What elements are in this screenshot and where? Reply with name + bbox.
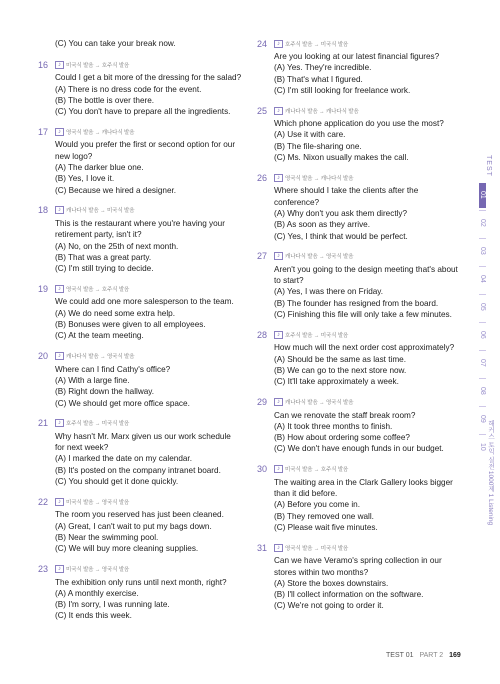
answer-option: (B) Bonuses were given to all employees. bbox=[55, 320, 206, 330]
test-tab-list bbox=[479, 183, 500, 460]
question-number: 22 bbox=[38, 496, 49, 507]
question-number: 23 bbox=[38, 564, 49, 574]
answer-option: (C) We should get more office space. bbox=[55, 398, 190, 408]
question-text: Can we renovate the staff break room? bbox=[274, 410, 416, 420]
audio-track-icon: ♪ bbox=[55, 61, 64, 69]
answer-option: (B) The file-sharing one. bbox=[274, 141, 362, 151]
question-text: We could add one more salesperson to the team. bbox=[55, 297, 234, 307]
question-header bbox=[38, 283, 243, 294]
question-header bbox=[38, 496, 243, 507]
answer-option: (A) It took three months to finish. bbox=[274, 421, 393, 431]
question-header bbox=[257, 172, 462, 183]
answer-option: (A) We do need some extra help. bbox=[55, 308, 175, 318]
question-number: 21 bbox=[38, 418, 49, 429]
answer-option: (C) I'm still looking for freelance work. bbox=[274, 85, 411, 95]
question-text: Why hasn't Mr. Marx given us our work schedule bbox=[55, 431, 231, 441]
answer-option: (C) We will buy more cleaning supplies. bbox=[55, 544, 199, 554]
question-item bbox=[38, 283, 243, 341]
question-item bbox=[38, 418, 243, 487]
question-header bbox=[257, 105, 462, 116]
question-item bbox=[257, 542, 462, 611]
answer-option: (A) The darker blue one. bbox=[55, 163, 144, 173]
answer-option: (A) There is no dress code for the event. bbox=[55, 84, 202, 94]
question-header bbox=[38, 59, 243, 70]
answer-option: (A) Why don't you ask them directly? bbox=[274, 208, 408, 218]
accent-label: 호주식 발음 → 미국식 발음 bbox=[66, 421, 130, 428]
question-number: 19 bbox=[38, 283, 49, 294]
answer-option: (A) I marked the date on my calendar. bbox=[55, 454, 192, 464]
question-item bbox=[257, 38, 462, 96]
answer-option: (A) No, on the 25th of next month. bbox=[55, 241, 179, 251]
question-text: Are you looking at our latest financial figures? bbox=[274, 52, 440, 61]
answer-option: (C) You don't have to prepare all the ingredients. bbox=[55, 107, 231, 117]
question-text: The room you reserved has just been cleaned. bbox=[55, 510, 224, 520]
answer-option: (B) We can go to the next store now. bbox=[274, 365, 407, 375]
question-header bbox=[38, 351, 243, 362]
question-header bbox=[38, 564, 243, 575]
accent-label: 호주식 발음 → 미국식 발음 bbox=[285, 41, 349, 48]
question-number: 16 bbox=[38, 59, 49, 70]
left-column bbox=[38, 38, 243, 631]
accent-label: 영국식 발음 → 캐나다식 발음 bbox=[285, 175, 354, 182]
audio-track-icon: ♪ bbox=[274, 252, 283, 260]
question-text: for next week? bbox=[55, 443, 109, 453]
question-text: How much will the next order cost approximately? bbox=[274, 343, 455, 353]
test-tab-rail bbox=[479, 155, 500, 462]
answer-option: (A) Store the boxes downstairs. bbox=[274, 578, 389, 588]
question-text: stores within two months? bbox=[274, 567, 369, 577]
question-number: 29 bbox=[257, 397, 268, 408]
answer-option: (C) It ends this week. bbox=[55, 611, 132, 621]
question-number: 31 bbox=[257, 542, 268, 553]
question-text: Where can I find Cathy's office? bbox=[55, 364, 171, 374]
question-number: 20 bbox=[38, 351, 49, 362]
audio-track-icon: ♪ bbox=[274, 465, 283, 473]
answer-option: (B) That was a great party. bbox=[55, 252, 152, 262]
audio-track-icon: ♪ bbox=[274, 398, 283, 406]
accent-label: 영국식 발음 → 호주식 발음 bbox=[66, 286, 130, 293]
question-item bbox=[257, 464, 462, 533]
accent-label: 영국식 발음 → 캐나다식 발음 bbox=[66, 129, 135, 136]
tab-test-06[interactable]: 06 bbox=[479, 322, 486, 348]
answer-option: (C) I'm still trying to decide. bbox=[55, 264, 154, 274]
question-header bbox=[257, 542, 462, 553]
question-header bbox=[257, 397, 462, 408]
question-item bbox=[38, 351, 243, 409]
answer-option: (C) Ms. Nixon usually makes the call. bbox=[274, 153, 409, 163]
question-number: 25 bbox=[257, 105, 268, 116]
question-text: retirement party, isn't it? bbox=[55, 230, 142, 240]
answer-option: (B) They removed one wall. bbox=[274, 511, 374, 521]
audio-track-icon: ♪ bbox=[55, 352, 64, 360]
answer-option: (B) Near the swimming pool. bbox=[55, 532, 159, 542]
audio-track-icon: ♪ bbox=[274, 107, 283, 115]
accent-label: 미국식 발음 → 호주식 발음 bbox=[66, 62, 130, 69]
question-text: than it did before. bbox=[274, 489, 338, 499]
accent-label: 캐나다식 발음 → 영국식 발음 bbox=[66, 354, 135, 361]
answer-option: (C) Because we hired a designer. bbox=[55, 185, 177, 195]
question-text: Would you prefer the first or second option for our bbox=[55, 140, 236, 150]
answer-option: (B) Right down the hallway. bbox=[55, 387, 155, 397]
audio-track-icon: ♪ bbox=[55, 206, 64, 214]
question-item bbox=[257, 397, 462, 455]
question-text: This is the restaurant where you're having your bbox=[55, 218, 225, 228]
question-text: Could I get a bit more of the dressing for the salad? bbox=[55, 73, 242, 83]
tab-test-10[interactable]: 10 bbox=[479, 434, 486, 460]
audio-track-icon: ♪ bbox=[274, 174, 283, 182]
question-header bbox=[38, 205, 243, 216]
answer-option: (A) With a large fine. bbox=[55, 375, 130, 385]
answer-option: (C) We're not going to order it. bbox=[274, 601, 384, 611]
tab-test-01[interactable]: 01 bbox=[479, 183, 486, 208]
question-text: Which phone application do you use the most? bbox=[274, 119, 444, 129]
tab-test-07[interactable]: 07 bbox=[479, 350, 486, 376]
question-item bbox=[257, 172, 462, 241]
audio-track-icon: ♪ bbox=[55, 498, 64, 506]
question-header bbox=[257, 251, 462, 262]
question-header bbox=[257, 464, 462, 475]
audio-track-icon: ♪ bbox=[274, 40, 283, 48]
question-number: 18 bbox=[38, 205, 49, 216]
footer-part: PART 2 bbox=[419, 652, 444, 659]
answer-option: (A) Yes, I was there on Friday. bbox=[274, 287, 384, 297]
answer-option: (C) Yes, I think that would be perfect. bbox=[274, 231, 408, 241]
answer-option: (A) Use it with care. bbox=[274, 130, 346, 140]
question-item bbox=[38, 496, 243, 554]
audio-track-icon: ♪ bbox=[55, 285, 64, 293]
tab-test-03[interactable]: 03 bbox=[479, 238, 486, 264]
question-number: 27 bbox=[257, 251, 268, 262]
tab-test-04[interactable]: 04 bbox=[479, 266, 486, 292]
tab-test-02[interactable]: 02 bbox=[479, 210, 486, 236]
question-header bbox=[257, 329, 462, 340]
accent-label: 미국식 발음 → 영국식 발음 bbox=[66, 567, 130, 573]
answer-option: (B) The founder has resigned from the board. bbox=[274, 298, 439, 308]
question-number: 26 bbox=[257, 172, 268, 183]
question-text: new logo? bbox=[55, 151, 93, 161]
question-item bbox=[38, 205, 243, 274]
question-text: to start? bbox=[274, 276, 304, 286]
question-text: Can we have Veramo's spring collection in our bbox=[274, 556, 442, 566]
question-list-left bbox=[38, 59, 243, 621]
accent-label: 미국식 발음 → 영국식 발음 bbox=[66, 499, 130, 506]
question-header bbox=[38, 126, 243, 137]
question-number: 17 bbox=[38, 126, 49, 137]
question-item bbox=[257, 329, 462, 387]
lead-line: (C) You can take your break now. bbox=[55, 39, 176, 48]
footer-test: TEST 01 bbox=[386, 652, 414, 659]
tab-test-08[interactable]: 08 bbox=[479, 378, 486, 404]
accent-label: 호주식 발음 → 미국식 발음 bbox=[285, 332, 349, 339]
answer-option: (B) As soon as they arrive. bbox=[274, 220, 371, 230]
answer-option: (B) I'll collect information on the software. bbox=[274, 590, 424, 600]
answer-option: (C) At the team meeting. bbox=[55, 331, 144, 341]
audio-track-icon: ♪ bbox=[274, 544, 283, 552]
page-footer bbox=[386, 652, 461, 659]
accent-label: 캐나다식 발음 → 영국식 발음 bbox=[285, 400, 354, 407]
tab-test-09[interactable]: 09 bbox=[479, 406, 486, 432]
question-text: conference? bbox=[274, 197, 320, 207]
question-text: The waiting area in the Clark Gallery looks bigger bbox=[274, 477, 453, 487]
audio-track-icon: ♪ bbox=[55, 419, 64, 427]
answer-option: (C) It'll take approximately a week. bbox=[274, 377, 399, 387]
question-item bbox=[257, 251, 462, 320]
question-item bbox=[38, 564, 243, 622]
answer-option: (B) That's what I figured. bbox=[274, 74, 363, 84]
answer-option: (A) Before you come in. bbox=[274, 500, 361, 510]
question-item bbox=[257, 105, 462, 163]
answer-option: (C) We don't have enough funds in our budget. bbox=[274, 444, 444, 454]
question-number: 28 bbox=[257, 329, 268, 340]
question-number: 24 bbox=[257, 38, 268, 49]
tab-rail-label: TEST bbox=[485, 155, 492, 177]
accent-label: 캐나다식 발음 → 캐나다식 발음 bbox=[285, 108, 359, 115]
question-list-right bbox=[257, 38, 462, 612]
question-header bbox=[38, 418, 243, 429]
audio-track-icon: ♪ bbox=[274, 331, 283, 339]
answer-option: (A) Should be the same as last time. bbox=[274, 354, 406, 364]
answer-option: (B) I'm sorry, I was running late. bbox=[55, 600, 170, 610]
accent-label: 캐나다식 발음 → 미국식 발음 bbox=[66, 208, 135, 215]
answer-option: (B) The bottle is over there. bbox=[55, 95, 155, 105]
audio-track-icon: ♪ bbox=[55, 128, 64, 136]
answer-option: (A) Yes. They're incredible. bbox=[274, 63, 372, 73]
question-item bbox=[38, 59, 243, 117]
answer-option: (A) Great, I can't wait to put my bags down. bbox=[55, 521, 212, 531]
accent-label: 캐나다식 발음 → 영국식 발음 bbox=[285, 254, 354, 261]
book-side-title: 해커스 토익 실전 1000제 1 Listening bbox=[487, 420, 494, 526]
question-number: 30 bbox=[257, 464, 268, 475]
answer-option: (A) A monthly exercise. bbox=[55, 588, 139, 598]
question-text: Aren't you going to the design meeting that's about bbox=[274, 264, 458, 274]
answer-option: (B) It's posted on the company intranet board. bbox=[55, 465, 221, 475]
question-header bbox=[257, 38, 462, 49]
question-text: The exhibition only runs until next month, right? bbox=[55, 577, 227, 587]
right-column bbox=[257, 38, 462, 621]
question-item bbox=[38, 126, 243, 195]
accent-label: 미국식 발음 → 호주식 발음 bbox=[285, 467, 349, 474]
answer-option: (C) You should get it done quickly. bbox=[55, 477, 179, 487]
answer-option: (B) Yes, I love it. bbox=[55, 174, 115, 184]
answer-option: (B) How about ordering some coffee? bbox=[274, 433, 410, 443]
question-text: Where should I take the clients after the bbox=[274, 186, 419, 196]
audio-track-icon: ♪ bbox=[55, 565, 64, 573]
accent-label: 영국식 발음 → 미국식 발음 bbox=[285, 545, 349, 552]
answer-option: (C) Please wait five minutes. bbox=[274, 522, 378, 532]
page-number: 169 bbox=[449, 652, 461, 659]
answer-option: (C) Finishing this file will only take a few minutes. bbox=[274, 310, 452, 320]
tab-test-05[interactable]: 05 bbox=[479, 294, 486, 320]
